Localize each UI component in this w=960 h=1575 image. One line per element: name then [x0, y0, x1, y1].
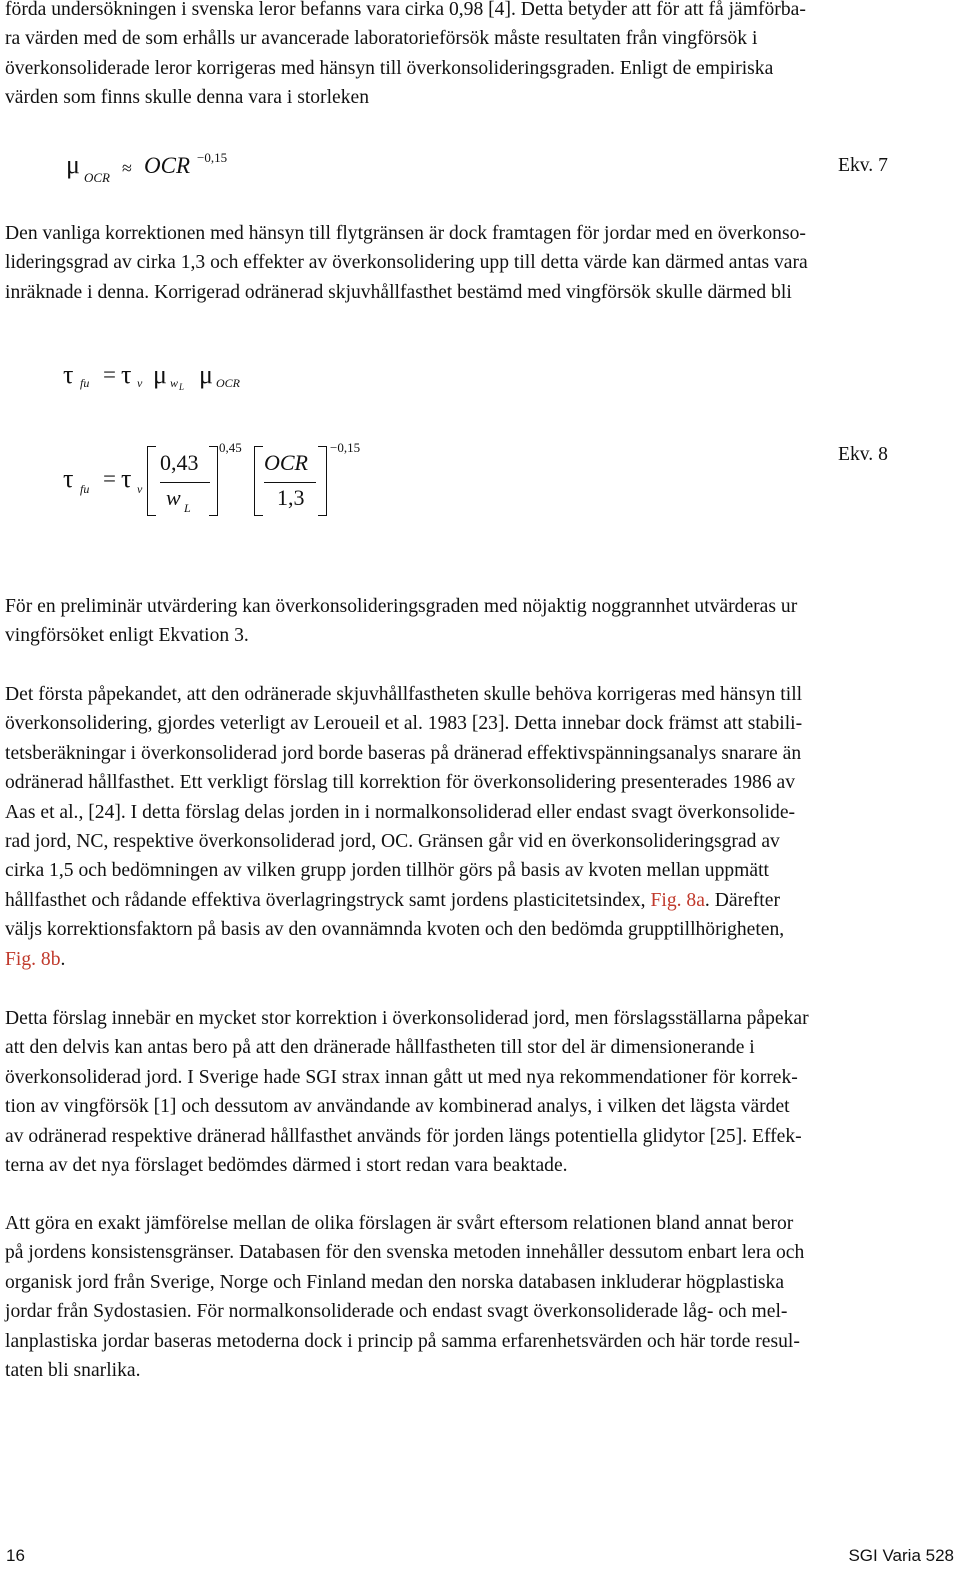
text-line [5, 886, 955, 915]
text-line: överkonsolidering, gjordes veterligt av Leroueil et al. 1983 [23]. Detta innebar dock främst att stabili- [5, 713, 803, 735]
text-line: förda undersökningen i svenska leror befanns vara cirka 0,98 [4]. Detta betyder att för att få jämförba- [5, 0, 806, 20]
eq8-left-bracket-2 [254, 446, 263, 516]
eq8-denominator-1-subscript: L [184, 501, 191, 515]
intro-paragraph [5, 0, 955, 113]
eq8-label: Ekv. 8 [838, 444, 888, 465]
text-line: värden som finns skulle denna vara i storleken [5, 87, 370, 109]
text-line: inräknade i denna. Korrigerad odränerad skjuvhållfasthet bestämd med vingförsök skulle därmed bli [5, 281, 792, 303]
eq8-right-bracket-2 [318, 446, 327, 516]
text-line [5, 945, 955, 974]
eqa-equals: = [103, 362, 116, 387]
text-line: För en preliminär utvärdering kan överkonsolideringsgraden med nöjaktig noggrannhet utvärderas ur [5, 596, 798, 617]
text-line: vingförsöket enligt Ekvation 3. [5, 625, 249, 647]
paragraph-5 [5, 1004, 955, 1180]
text-line: cirka 1,5 och bedömningen av vilken grupp jorden tillhör görs på basis av kvoten mellan uppmätt [5, 860, 769, 882]
text-line: tion av vingförsök [1] och dessutom av användande av kombinerad analys, i vilken det lägsta värdet [5, 1096, 790, 1118]
eqa-tau-v: τ [121, 360, 132, 389]
text-line: lideringsgrad av cirka 1,3 och effekter av överkonsolidering upp till detta värde kan därmed antas vara [5, 252, 808, 274]
paragraph-2 [5, 219, 955, 307]
text-line: lanplastiska jordar baseras metoderna dock i princip på samma erfarenhetsvärden och här torde resul- [5, 1330, 800, 1352]
eq8-v-subscript: v [137, 482, 143, 496]
eqa-mu-wl-subscript: w [170, 376, 179, 390]
text-line: på jordens konsistensgränser. Databasen för den svenska metoden innehåller dessutom enbart lera och [5, 1242, 805, 1264]
eq8-left-bracket-1 [147, 446, 156, 516]
eq7-exponent: −0,15 [197, 150, 228, 165]
eqa-tau-subscript: fu [80, 376, 90, 390]
text-line: rad jord, NC, respektive överkonsoliderad jord, OC. Gränsen går vid en överkonsolideringsgrad av [5, 831, 780, 853]
text-line: Aas et al., [24]. I detta förslag delas jorden in i normalkonsoliderad eller endast svagt överkonsolide- [5, 801, 796, 823]
eq8-right-bracket-1 [209, 446, 218, 516]
text-line: tetsberäkningar i överkonsoliderad jord borde baseras på dränerad effektivspänningsanalys snarare än [5, 742, 802, 764]
eq7-approx-sign: ≈ [122, 158, 132, 178]
paragraph-3 [5, 592, 955, 651]
text-segment: hållfasthet och rådande effektiva överlagringstryck samt jordens plasticitetsindex, [5, 889, 651, 911]
figure-8b-link[interactable]: Fig. 8b [5, 948, 61, 970]
text-line: odränerad hållfasthet. Ett verkligt förslag till korrektion för överkonsolidering presenterades 1986 av [5, 772, 796, 794]
eqa-mu-ocr-subscript: OCR [216, 376, 240, 390]
eqa-mu-wl-subsubscript: L [179, 382, 185, 392]
text-line: organisk jord från Sverige, Norge och Finland medan den norska databasen inkluderar högplastiska [5, 1271, 785, 1293]
text-line: jordar från Sydostasien. För normalkonsoliderade och endast svagt överkonsoliderade låg- och mel- [5, 1301, 788, 1323]
text-line: överkonsoliderade leror korrigeras med hänsyn till överkonsolideringsgraden. Enligt de empiriska [5, 57, 774, 79]
text-line: överkonsoliderad jord. I Sverige hade SGI strax innan gått ut med nya rekommendationer för korrek- [5, 1066, 798, 1088]
text-line: att den delvis kan antas bero på att den dränerade hållfastheten till stor del är dimensionerande i [5, 1037, 755, 1059]
paragraph-4 [5, 680, 955, 974]
eq8-exponent-2: −0,15 [330, 440, 361, 455]
eq8-tau-v: τ [121, 464, 132, 493]
eq8-numerator-2: OCR [264, 450, 308, 475]
figure-8a-link[interactable]: Fig. 8a [650, 889, 705, 911]
text-line: Den vanliga korrektionen med hänsyn till flytgränsen är dock framtagen för jordar med en överkonso- [5, 223, 806, 244]
text-segment: . Därefter [704, 889, 780, 911]
eq8-tau-subscript: fu [80, 482, 90, 496]
eq8-denominator-2: 1,3 [277, 485, 305, 510]
eq8-fraction-line-2 [264, 482, 316, 483]
paragraph-6 [5, 1209, 955, 1385]
eqa-mu-ocr: μ [199, 360, 213, 389]
text-line: taten bli snarlika. [5, 1360, 141, 1382]
text-line: Detta förslag innebär en mycket stor korrektion i överkonsoliderad jord, men förslagsställarna påpekar [5, 1008, 809, 1029]
eq7-base: OCR [144, 153, 190, 178]
eqa-tau: τ [63, 360, 74, 389]
eq8-exponent-1: 0,45 [219, 440, 242, 455]
eq8-fraction-line-1 [160, 482, 210, 483]
text-line: Att göra en exakt jämförelse mellan de olika förslagen är svårt eftersom relationen bland annat beror [5, 1213, 794, 1234]
text-line: terna av det nya förslaget bedömdes därmed i stort redan vara beaktade. [5, 1155, 568, 1177]
eq7-mu-subscript: OCR [84, 170, 110, 185]
eq8-denominator-1: w [166, 485, 181, 510]
eq8-equals: = [103, 466, 116, 491]
eq8-numerator-1: 0,43 [160, 450, 199, 475]
text-segment: . [60, 948, 66, 970]
eq7-mu: μ [66, 150, 80, 179]
text-line: ra värden med de som erhålls ur avancerade laboratorieförsök måste resultaten från vingförsök i [5, 28, 758, 50]
text-line: väljs korrektionsfaktorn på basis av den ovannämnda kvoten och den bedömda grupptillhörigheten, [5, 919, 785, 941]
publication-name: SGI Varia 528 [848, 1546, 954, 1565]
text-line: Det första påpekandet, att den odränerade skjuvhållfastheten skulle behöva korrigeras med hänsyn till [5, 684, 803, 705]
eq7-label: Ekv. 7 [838, 155, 888, 176]
eqa-v-subscript: v [137, 376, 143, 390]
eqa-mu-wl: μ [153, 360, 167, 389]
page-number: 16 [6, 1546, 25, 1565]
text-line: av odränerad respektive dränerad hållfasthet används för jorden längs potentiella glidytor [25]. Effek- [5, 1125, 802, 1147]
eq8-tau: τ [63, 464, 74, 493]
